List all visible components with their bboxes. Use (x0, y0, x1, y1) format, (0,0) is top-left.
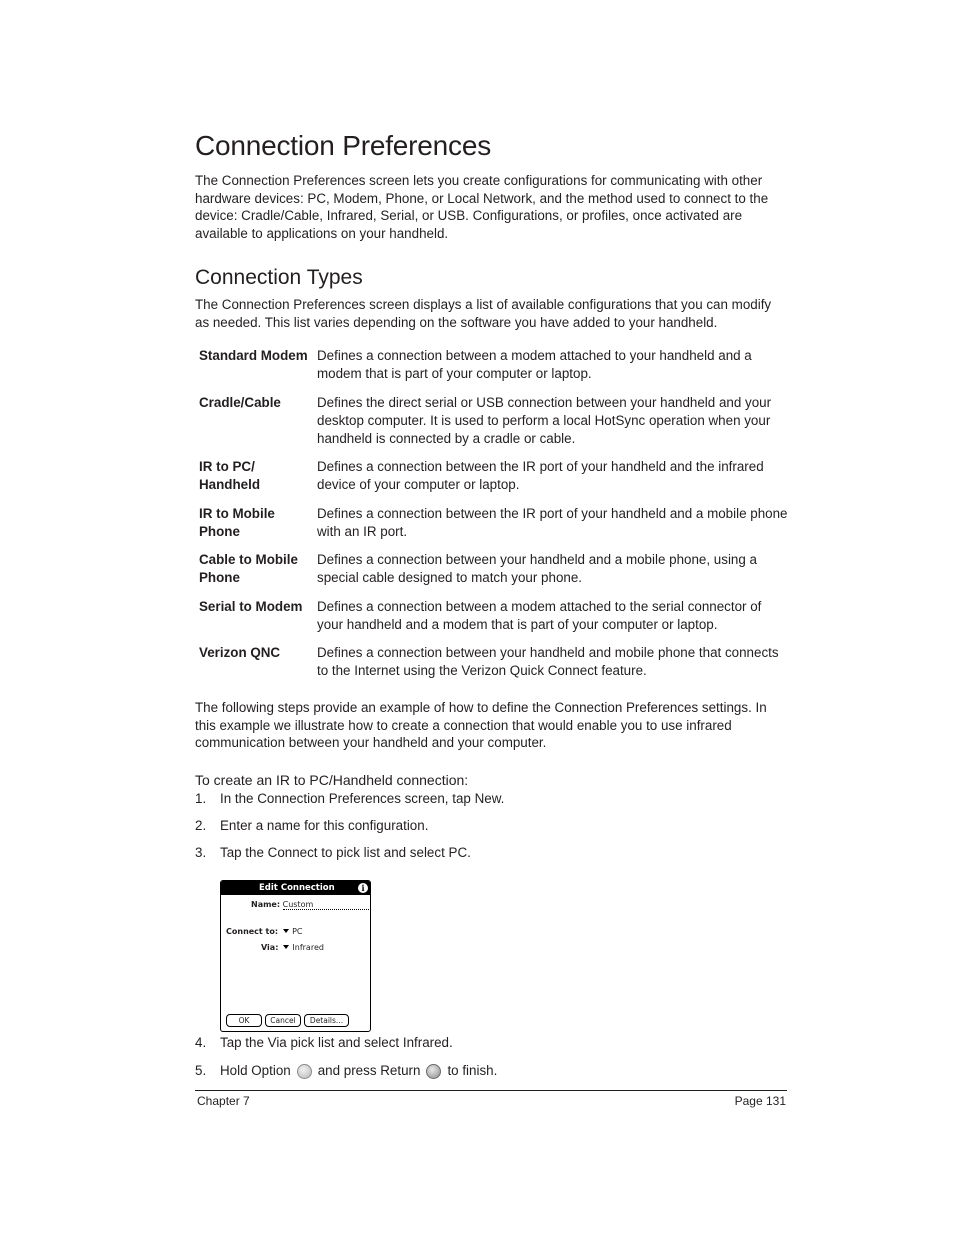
definition-row (199, 394, 789, 448)
definition-row (199, 644, 789, 680)
info-icon: i (358, 883, 368, 893)
page-title: Connection Preferences (195, 130, 491, 161)
via-row (261, 943, 324, 952)
name-field-row (251, 900, 369, 910)
via-value: Infrared (292, 943, 324, 952)
steps-intro-paragraph: The following steps provide an example of how to define the Connection Preferences settings. In this example we illustrate how to create a connection that would enable you to use infrared communication between your handheld and your computer. (195, 700, 767, 751)
definition-list (199, 347, 789, 691)
definition-row (199, 598, 789, 634)
step-number: 1. (195, 791, 207, 806)
step-number: 3. (195, 845, 207, 860)
connect-to-label: Connect to: (226, 927, 279, 936)
definition-row (199, 458, 789, 494)
chevron-down-icon (283, 945, 289, 949)
step-text: Hold Option (220, 1063, 291, 1078)
name-field: Custom (283, 900, 369, 910)
definition-description: Defines the direct serial or USB connection between your handheld and your desktop computer. It is used to perform a local HotSync operation when your handheld is connected by a cradle or cable. (317, 394, 772, 446)
definition-term: Cradle/Cable (199, 394, 281, 410)
step-text: In the Connection Preferences screen, tap New. (220, 791, 505, 806)
definition-term: Cable to Mobile Phone (199, 552, 298, 585)
definition-term: Verizon QNC (199, 645, 281, 660)
step-number: 4. (195, 1035, 207, 1050)
definition-term: IR to Mobile Phone (199, 505, 275, 539)
definition-description: Defines a connection between your handheld and a mobile phone, using a special cable designed to match your phone. (317, 552, 757, 585)
step-2 (195, 817, 428, 835)
definition-row (199, 505, 789, 541)
definition-description: Defines a connection between a modem attached to your handheld and a modem that is part of your computer or laptop. (317, 348, 752, 381)
chevron-down-icon (283, 929, 289, 933)
device-title-bar (221, 881, 370, 895)
definition-row (199, 551, 789, 587)
step-text: Tap the Via pick list and select Infrared. (220, 1035, 453, 1050)
definition-description: Defines a connection between the IR port of your handheld and a mobile phone with an IR port. (317, 505, 788, 539)
details-button: Details... (304, 1014, 349, 1027)
ok-button: OK (226, 1014, 262, 1027)
name-label: Name: (251, 900, 281, 909)
option-key-icon (297, 1064, 312, 1079)
step-text: to finish. (447, 1063, 498, 1078)
procedure-title: To create an IR to PC/Handheld connection: (195, 772, 469, 788)
definition-description: Defines a connection between your handheld and mobile phone that connects to the Internet using the Verizon Quick Connect feature. (317, 645, 779, 678)
device-title: Edit Connection (259, 883, 335, 893)
step-5 (195, 1062, 497, 1080)
intro-paragraph: The Connection Preferences screen lets you create configurations for communicating with other hardware devices: PC, Modem, Phone, or Local Network, and the method used to connect to the device: Cradle/Cable, Infrared, Serial, or USB. Configurations, or profiles, once activated are available to applications on your handheld. (195, 173, 769, 242)
definition-term: IR to PC/ Handheld (199, 459, 261, 492)
connect-to-value: PC (292, 927, 303, 936)
definition-description: Defines a connection between the IR port of your handheld and the infrared device of your computer or laptop. (317, 459, 764, 492)
via-label: Via: (261, 943, 279, 952)
definition-row (199, 347, 789, 383)
definition-term: Standard Modem (199, 348, 308, 363)
section-title: Connection Types (195, 266, 363, 289)
step-number: 5. (195, 1063, 207, 1078)
cancel-button: Cancel (265, 1014, 301, 1027)
step-text: and press Return (317, 1063, 421, 1078)
edit-connection-screenshot (220, 880, 371, 1032)
step-text: Tap the Connect to pick list and select PC. (220, 845, 471, 860)
step-1 (195, 790, 504, 808)
step-text: Enter a name for this configuration. (220, 818, 429, 833)
step-4 (195, 1034, 453, 1052)
footer-page-number: Page 131 (734, 1094, 786, 1108)
return-key-icon (426, 1064, 441, 1079)
section-intro-paragraph: The Connection Preferences screen displays a list of available configurations that you can modify as needed. This list varies depending on the software you have added to your handheld. (195, 297, 772, 330)
step-number: 2. (195, 818, 207, 833)
connect-to-row (226, 927, 302, 936)
footer-divider (195, 1090, 787, 1091)
definition-term: Serial to Modem (199, 598, 303, 614)
footer-chapter: Chapter 7 (197, 1094, 250, 1108)
step-3 (195, 844, 471, 862)
definition-description: Defines a connection between a modem attached to the serial connector of your handheld and a modem that is part of your computer or laptop. (317, 598, 762, 632)
